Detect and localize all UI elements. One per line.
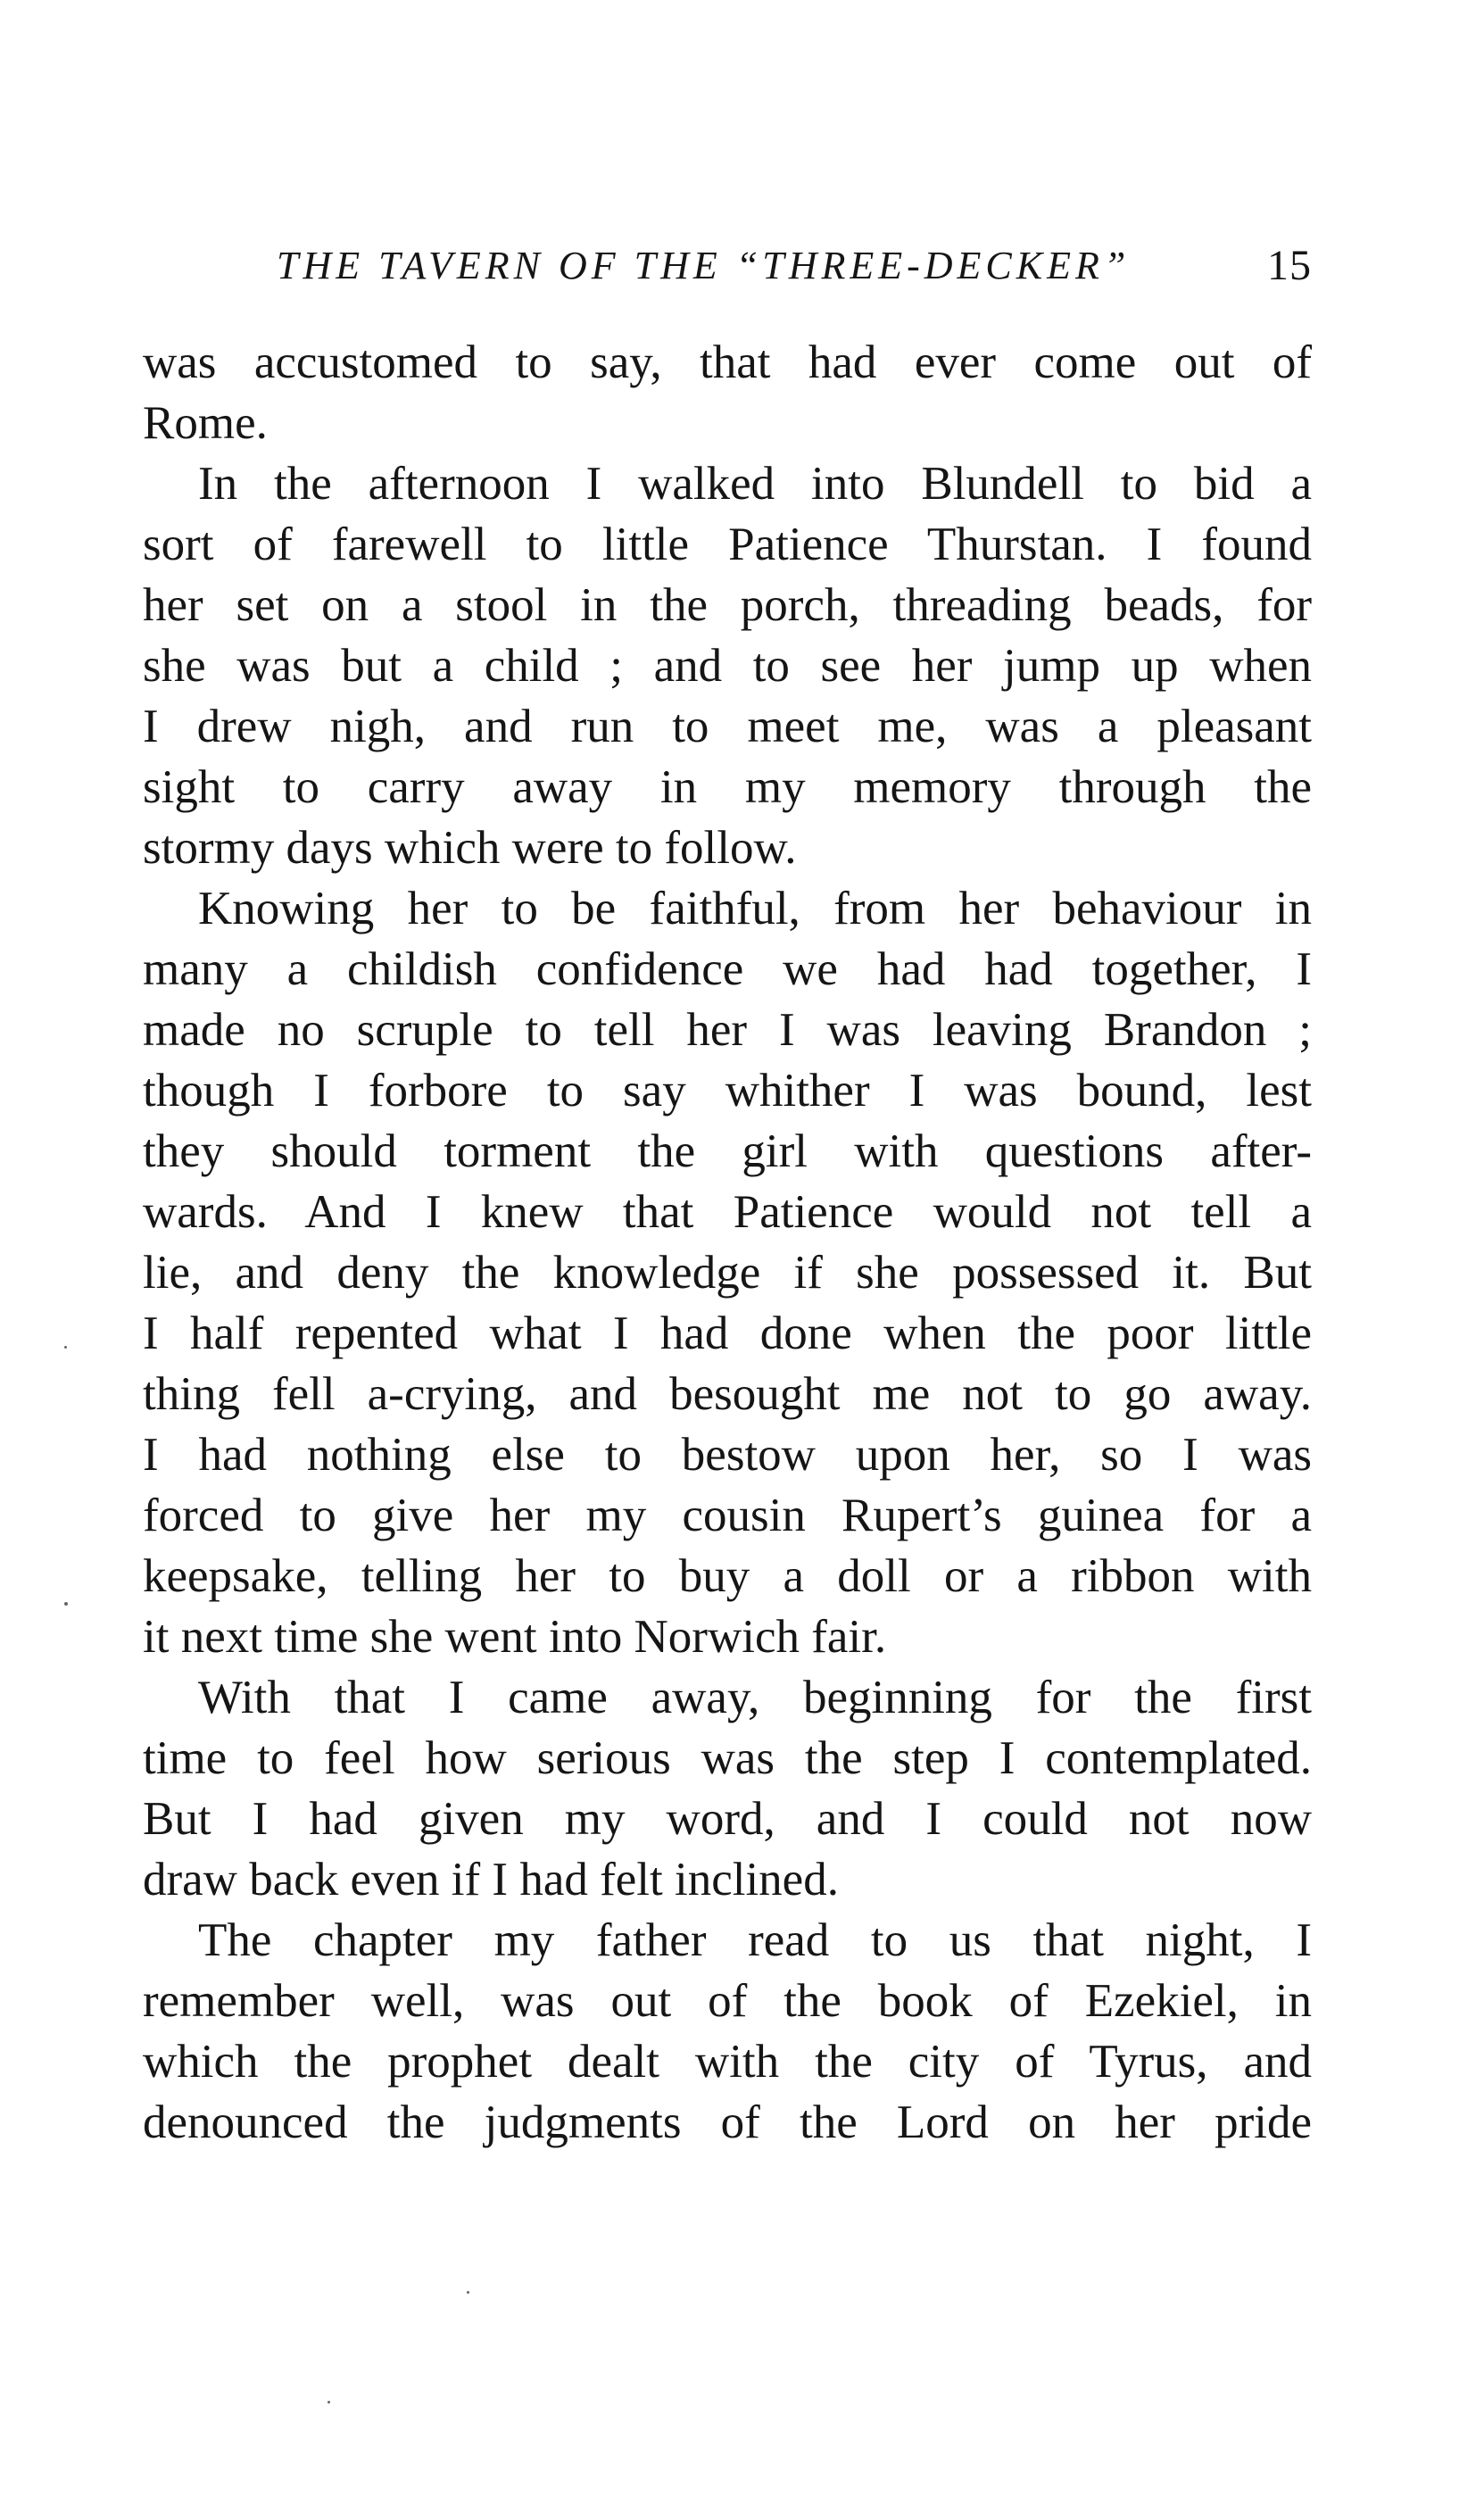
text-line: she was but a child ; and to see her jump up when (143, 640, 1312, 692)
body-text (143, 332, 1312, 2153)
paper-speck (64, 1602, 68, 1606)
text-line: remember well, was out of the book of Ezekiel, in (143, 1975, 1312, 2027)
text-line: With that I came away, beginning for the first (198, 1672, 1312, 1723)
text-line: stormy days which were to follow. (143, 822, 797, 874)
running-head (143, 239, 1312, 302)
text-line: keepsake, telling her to buy a doll or a ribbon with (143, 1550, 1312, 1602)
paragraph (143, 1667, 1312, 1910)
text-line: made no scruple to tell her I was leaving Brandon ; (143, 1004, 1312, 1056)
text-line: But I had given my word, and I could not now (143, 1793, 1312, 1845)
text-line: though I forbore to say whither I was bound, lest (143, 1065, 1312, 1117)
text-line: sort of farewell to little Patience Thurstan. I found (143, 519, 1312, 570)
text-line: which the prophet dealt with the city of Tyrus, and (143, 2036, 1312, 2088)
text-line: draw back even if I had felt inclined. (143, 1854, 839, 1905)
text-line: it next time she went into Norwich fair. (143, 1611, 887, 1663)
paper-speck (64, 1346, 67, 1349)
text-line: I half repented what I had done when the poor little (143, 1308, 1312, 1359)
text-line: denounced the judgments of the Lord on her pride (143, 2096, 1312, 2148)
text-line: they should torment the girl with questions after- (143, 1125, 1312, 1177)
text-line: time to feel how serious was the step I contemplated. (143, 1732, 1312, 1784)
text-line: her set on a stool in the porch, threading beads, for (143, 579, 1312, 631)
paragraph (143, 878, 1312, 1667)
paragraph (143, 453, 1312, 878)
text-line: I drew nigh, and run to meet me, was a pleasant (143, 701, 1312, 752)
text-line: lie, and deny the knowledge if she possessed it. But (143, 1247, 1312, 1299)
text-line: The chapter my father read to us that night, I (198, 1914, 1312, 1966)
text-line: thing fell a-crying, and besought me not to go away. (143, 1368, 1312, 1420)
text-line: wards. And I knew that Patience would not tell a (143, 1186, 1312, 1238)
text-line: I had nothing else to bestow upon her, so I was (143, 1429, 1312, 1481)
paragraph (143, 1910, 1312, 2153)
text-line: Rome. (143, 397, 268, 449)
text-line: forced to give her my cousin Rupert’s guinea for a (143, 1490, 1312, 1541)
page-number: 15 (1267, 242, 1312, 289)
text-line: many a childish confidence we had had together, I (143, 943, 1312, 995)
running-head-title: THE TAVERN OF THE “THREE-DECKER” (277, 244, 1131, 287)
text-line: was accustomed to say, that had ever come out of (143, 336, 1312, 388)
paragraph (143, 332, 1312, 453)
text-line: In the afternoon I walked into Blundell to bid a (198, 458, 1312, 510)
text-line: sight to carry away in my memory through the (143, 761, 1312, 813)
text-line: Knowing her to be faithful, from her behaviour in (198, 883, 1312, 934)
paper-speck (327, 2401, 330, 2404)
paper-speck (467, 2291, 469, 2294)
